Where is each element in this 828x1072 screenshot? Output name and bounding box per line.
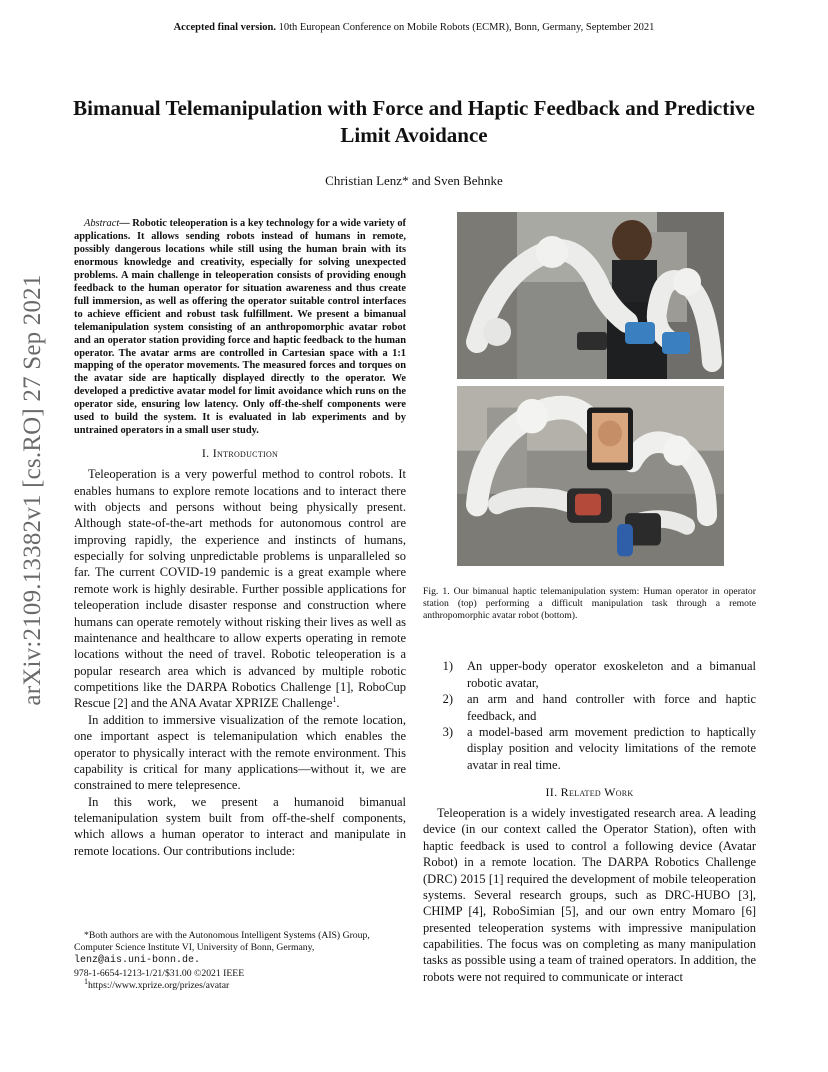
- intro-paragraph-1: [74, 466, 406, 712]
- section-heading-related-work: II. Related Work: [545, 785, 634, 799]
- contribution-item: [423, 658, 756, 691]
- intro-paragraph-2: In addition to immersive visualization of the remote location, one important aspect is telemanipulation which enables the operator to physically interact with the remote environment. This capability is critical for many applications—without it, we are constrained to mere telepresence.: [74, 712, 406, 793]
- footnote-1-url[interactable]: https://www.xprize.org/prizes/avatar: [88, 979, 230, 991]
- header-bold: Accepted final version.: [173, 22, 276, 33]
- abstract: [74, 218, 406, 438]
- affiliation-note: [74, 930, 406, 968]
- operator-station-photo: [457, 212, 724, 379]
- abstract-text: Robotic teleoperation is a key technology for a wide variety of applications. It allows sending robots instead of humans in remote, possibly dangerous locations while still using the human brain with its enormous knowledge and creativity, especially for solving unexpected problems. A main challenge in teleoperation consists of providing enough feedback to the human operator for situation awareness and thus create full immersion, as well as offering the operator suitable control interfaces to achieve efficient and robust task fulfillment. We present a bimanual telemanipulation system consisting of an anthropomorphic avatar robot and an operator station providing force and haptic feedback to the human operator. The avatar arms are controlled in Cartesian space with a 1:1 mapping of the operator movements. The measured forces and torques on the avatar side are haptically displayed directly to the operator. We developed a predictive avatar model for limit avoidance which runs on the operator side, ensuring low latency. Only off-the-shelf components were used to build the system. It is evaluated in lab experiments and by untrained operators in a small user study.: [74, 218, 406, 437]
- copyright-note: 978-1-6654-1213-1/21/$31.00 ©2021 IEEE: [74, 967, 245, 979]
- contributions-list: [423, 658, 756, 773]
- related-work-paragraph-1: Teleoperation is a widely investigated research area. A leading device (in our context called the Operator Station), often with haptic feedback is used to control a following device (Avatar Robot) in a remote location. The DARPA Robotics Challenge (DRC) 2015 [1] required the development of mobile teleoperation systems. Several research groups, such as DRC-HUBO [3], CHIMP [4], RoboSimian [5], and our own entry Momaro [6] presented teleoperation systems with impressive manipulation capabilities. The focus was on completing as many manipulation tasks as possible using a team of trained operators. In addition, the robots were not required to communicate or interact: [423, 806, 756, 984]
- figure-1: [457, 212, 724, 566]
- intro-paragraph-3: In this work, we present a humanoid bimanual telemanipulation system built from off-the-shelf components, which allows a human operator to interact and manipulate in remote locations. Our contributions include:: [74, 794, 406, 858]
- contribution-number: 1): [442, 659, 453, 674]
- footnote-1-mark: 1: [84, 976, 88, 986]
- email-link[interactable]: lenz@ais.uni-bonn.de.: [74, 955, 201, 967]
- right-column: [423, 212, 756, 985]
- avatar-robot-photo: [457, 386, 724, 566]
- paper-authors: Christian Lenz* and Sven Behnke: [325, 173, 503, 188]
- contribution-text: an arm and hand controller with force and haptic feedback, and: [467, 692, 756, 723]
- abstract-label: Abstract: [84, 218, 120, 229]
- contribution-number: 2): [442, 692, 453, 707]
- paper-title: Bimanual Telemanipulation with Force and Haptic Feedback and Predictive Limit Avoidance: [73, 96, 755, 147]
- contribution-number: 3): [442, 724, 453, 739]
- arxiv-stamp: [16, 274, 50, 706]
- footnote-mark-1: 1: [332, 695, 337, 705]
- contribution-text: An upper-body operator exoskeleton and a bimanual robotic avatar,: [467, 659, 756, 690]
- intro-p1-end: .: [336, 696, 340, 711]
- figure-1-caption: Fig. 1. Our bimanual haptic telemanipulation system: Human operator in operator station (top) performing a difficult manipulation task through a remote anthropomorphic avatar robot (bottom).: [423, 586, 756, 622]
- conference-header: [0, 22, 828, 33]
- contribution-item: [423, 724, 756, 773]
- contribution-item: [423, 691, 756, 724]
- arxiv-stamp-text: arXiv:2109.13382v1 [cs.RO] 27 Sep 2021: [19, 274, 46, 706]
- header-rest: 10th European Conference on Mobile Robots (ECMR), Bonn, Germany, September 2021: [275, 22, 655, 33]
- abstract-dash: —: [119, 218, 133, 229]
- section-heading-introduction: I. Introduction: [201, 446, 279, 461]
- left-column: [74, 218, 406, 859]
- intro-p1-text: Teleoperation is a very powerful method to control robots. It enables humans to explore remote locations and to interact there with objects and persons without being physically present. Although state-of-the-art methods for autonomous control are improving rapidly, the experience and instincts of humans, especially for solving unpredictable problems is unparalleled so far. The current COVID-19 pandemic is a great example where remote work is highly desirable. Further possible applications for teleoperation include disaster response and construction where humans can operate remotely without risking their lives as well as maintenance and healthcare to allow experts operating in remote locations without the need of travel. Robotic teleoperation is a popular research area which is advanced by multiple robotic competitions like the DARPA Robotics Challenge [1], RoboCup Rescue [2] and the ANA Avatar XPRIZE Challenge: [74, 467, 406, 711]
- affiliation-text: *Both authors are with the Autonomous Intelligent Systems (AIS) Group, Computer Science Institute VI, University of Bonn, Germany,: [74, 930, 370, 954]
- contribution-text: a model-based arm movement prediction to haptically display position and velocity limitations of the remote avatar in real time.: [467, 724, 756, 772]
- footnote-1: [74, 976, 406, 992]
- footnotes: [74, 930, 406, 992]
